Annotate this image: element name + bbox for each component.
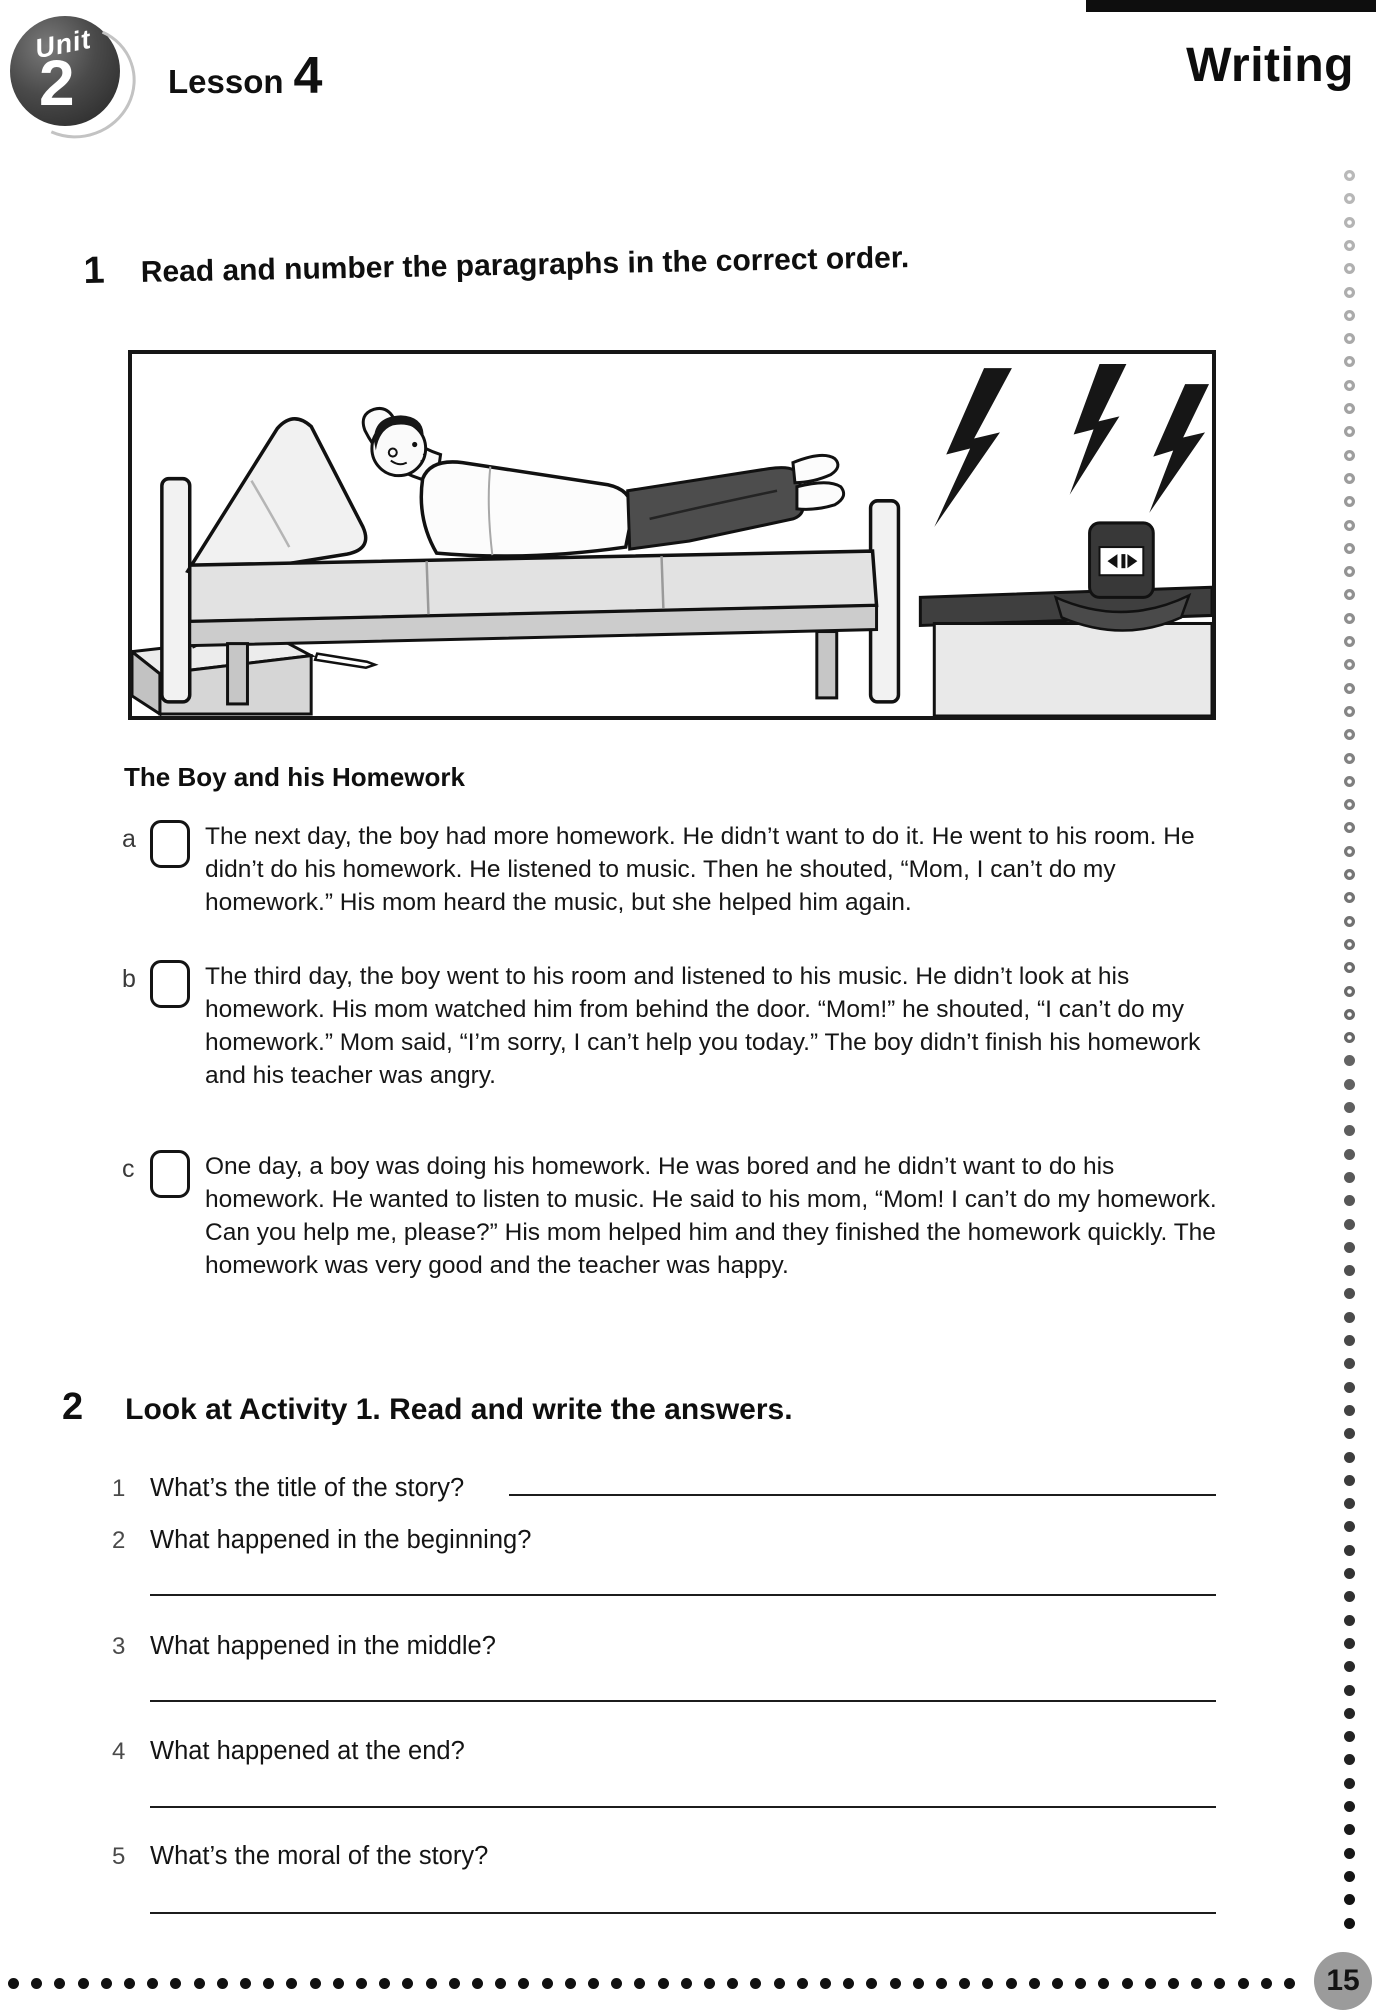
number-answer-box-c[interactable] bbox=[150, 1150, 190, 1198]
question-5 bbox=[112, 1842, 1216, 1871]
question-3-answer-line[interactable] bbox=[150, 1700, 1216, 1702]
question-3-number: 3 bbox=[112, 1633, 126, 1660]
activity2-number: 2 bbox=[62, 1386, 84, 1428]
binding-dots-bottom bbox=[8, 1978, 1308, 1990]
paragraph-text-a: The next day, the boy had more homework. He didn’t want to do it. He went to his room. He didn’t do his homework. He listened to music. Then he shouted, “Mom, I can’t do my homework.” His mom heard the music, but she helped him again. bbox=[205, 823, 1195, 916]
number-answer-box-a[interactable] bbox=[150, 820, 190, 868]
paragraph-text-c: One day, a boy was doing his homework. He was bored and he didn’t want to do his homework. He wanted to listen to music. He said to his mom, “Mom! I can’t do my homework. Can you help me, please?” His mom helped him and they finished the homework quickly. The homework was very good and the teacher was happy. bbox=[205, 1153, 1217, 1279]
question-3-text: What happened in the middle? bbox=[150, 1632, 496, 1660]
page-type-title: Writing bbox=[1186, 39, 1354, 92]
question-5-text: What’s the moral of the story? bbox=[150, 1842, 489, 1870]
lesson-label: Lesson bbox=[168, 63, 284, 100]
question-2-number: 2 bbox=[112, 1527, 126, 1554]
question-4-number: 4 bbox=[112, 1738, 126, 1765]
activity1-heading bbox=[83, 234, 909, 293]
lesson-heading bbox=[168, 46, 322, 106]
number-answer-box-b[interactable] bbox=[150, 960, 190, 1008]
question-2 bbox=[112, 1526, 1216, 1555]
story-title: The Boy and his Homework bbox=[124, 762, 465, 792]
story-illustration bbox=[128, 350, 1216, 720]
question-1-text: What’s the title of the story? bbox=[150, 1474, 465, 1502]
bed-music-illustration bbox=[132, 354, 1212, 716]
unit-label: Unit bbox=[32, 23, 94, 65]
question-3 bbox=[112, 1632, 1216, 1661]
activity2-heading bbox=[62, 1386, 793, 1429]
activity1-instruction: Read and number the paragraphs in the correct order. bbox=[140, 241, 910, 289]
question-2-answer-line[interactable] bbox=[150, 1594, 1216, 1596]
question-5-number: 5 bbox=[112, 1843, 126, 1870]
paragraph-item-b bbox=[122, 960, 1224, 1092]
question-1-answer-line[interactable] bbox=[509, 1468, 1216, 1496]
lesson-number: 4 bbox=[293, 47, 323, 105]
unit-badge bbox=[10, 16, 120, 126]
question-4 bbox=[112, 1737, 1216, 1766]
activity2-instruction: Look at Activity 1. Read and write the answers. bbox=[125, 1393, 793, 1426]
question-4-text: What happened at the end? bbox=[150, 1737, 465, 1765]
question-1-number: 1 bbox=[112, 1475, 126, 1502]
question-5-answer-line[interactable] bbox=[150, 1912, 1216, 1914]
question-1 bbox=[112, 1468, 1216, 1503]
question-2-text: What happened in the beginning? bbox=[150, 1526, 532, 1554]
question-4-answer-line[interactable] bbox=[150, 1806, 1216, 1808]
paragraph-item-a bbox=[122, 820, 1224, 919]
page-number-badge: 15 bbox=[1314, 1952, 1372, 2010]
paragraph-letter-b: b bbox=[122, 965, 136, 993]
paragraph-text-b: The third day, the boy went to his room and listened to his music. He didn’t look at his homework. His mom watched him from behind the door. “Mom!” he shouted, “I can’t do my homework.” Mom said, “I’m sorry, I can’t help you today.” The boy didn’t finish his homework and his teacher was angry. bbox=[205, 963, 1201, 1089]
activity1-number: 1 bbox=[83, 249, 106, 293]
unit-number: 2 bbox=[39, 47, 75, 119]
paragraph-item-c bbox=[122, 1150, 1224, 1282]
paragraph-letter-c: c bbox=[122, 1155, 135, 1183]
top-edge-bar bbox=[1086, 0, 1376, 12]
paragraph-letter-a: a bbox=[122, 825, 136, 853]
binding-dots-vertical bbox=[1344, 170, 1356, 1960]
